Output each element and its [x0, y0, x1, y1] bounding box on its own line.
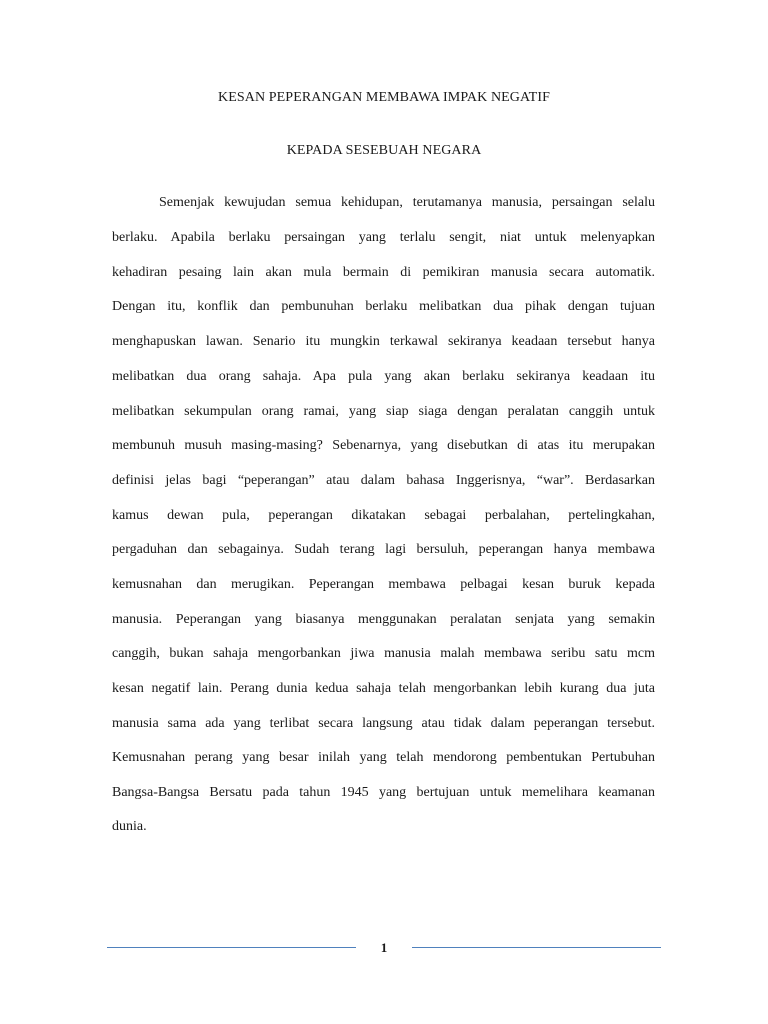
paragraph-line: dunia. [112, 819, 147, 834]
paragraph-line: menghapuskan lawan. Senario itu mungkin terkawal sekiranya keadaan tersebut hanya [112, 334, 655, 349]
footer-divider-left [107, 947, 356, 948]
paragraph-line: pergaduhan dan sebagainya. Sudah terang lagi bersuluh, peperangan hanya membawa [112, 542, 655, 557]
paragraph-line: manusia sama ada yang terlibat secara langsung atau tidak dalam peperangan tersebut. [112, 716, 655, 731]
page-number: 1 [380, 940, 388, 955]
paragraph-line: membunuh musuh masing-masing? Sebenarnya, yang disebutkan di atas itu merupakan [112, 438, 655, 453]
paragraph-line: kamus dewan pula, peperangan dikatakan sebagai perbalahan, pertelingkahan, [112, 508, 655, 523]
paragraph-line: Bangsa-Bangsa Bersatu pada tahun 1945 yang bertujuan untuk memelihara keamanan [112, 785, 655, 800]
paragraph-line: melibatkan sekumpulan orang ramai, yang siap siaga dengan peralatan canggih untuk [112, 404, 655, 419]
paragraph-line: definisi jelas bagi “peperangan” atau dalam bahasa Inggerisnya, “war”. Berdasarkan [112, 473, 655, 488]
document-title-line-2: KEPADA SESEBUAH NEGARA [286, 143, 482, 158]
paragraph-line: melibatkan dua orang sahaja. Apa pula yang akan berlaku sekiranya keadaan itu [112, 369, 655, 384]
document-title-line-1: KESAN PEPERANGAN MEMBAWA IMPAK NEGATIF [218, 90, 550, 105]
paragraph-line: kehadiran pesaing lain akan mula bermain di pemikiran manusia secara automatik. [112, 265, 655, 280]
paragraph-line: Semenjak kewujudan semua kehidupan, terutamanya manusia, persaingan selalu [159, 195, 655, 210]
paragraph-line: Kemusnahan perang yang besar inilah yang telah mendorong pembentukan Pertubuhan [112, 750, 655, 765]
paragraph-line: kemusnahan dan merugikan. Peperangan membawa pelbagai kesan buruk kepada [112, 577, 655, 592]
paragraph-line: kesan negatif lain. Perang dunia kedua sahaja telah mengorbankan lebih kurang dua juta [112, 681, 655, 696]
footer-divider-right [412, 947, 661, 948]
paragraph-line: manusia. Peperangan yang biasanya menggunakan peralatan senjata yang semakin [112, 612, 655, 627]
paragraph-line: canggih, bukan sahaja mengorbankan jiwa manusia malah membawa seribu satu mcm [112, 646, 655, 661]
paragraph-line: berlaku. Apabila berlaku persaingan yang terlalu sengit, niat untuk melenyapkan [112, 230, 655, 245]
paragraph-line: Dengan itu, konflik dan pembunuhan berlaku melibatkan dua pihak dengan tujuan [112, 299, 655, 314]
